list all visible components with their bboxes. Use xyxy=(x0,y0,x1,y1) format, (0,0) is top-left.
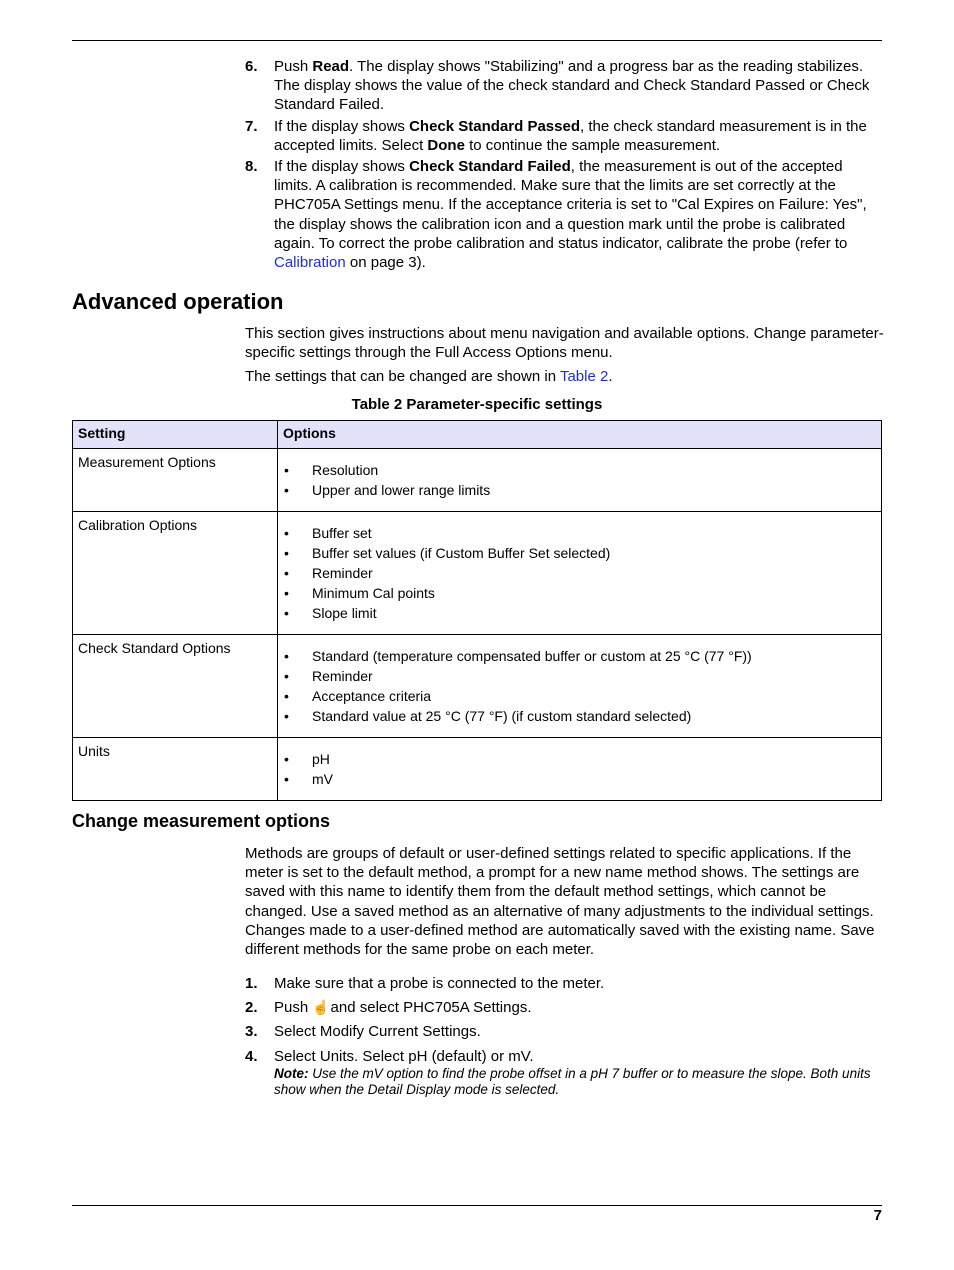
table-row xyxy=(73,635,882,738)
list-item: • Slope limit xyxy=(283,603,876,623)
step-number: 8. xyxy=(245,158,258,176)
setting-cell: Calibration Options xyxy=(73,512,278,635)
table-row xyxy=(73,738,882,801)
step-2: 2. Push ☝ and select PHC705A Settings. xyxy=(245,999,532,1017)
setting-cell: Units xyxy=(73,738,278,801)
note-label: Note: xyxy=(274,1065,309,1081)
calibration-link[interactable]: Calibration xyxy=(274,254,346,272)
list-item: • mV xyxy=(283,769,876,789)
options-list xyxy=(283,517,876,629)
advanced-operation-heading: Advanced operation xyxy=(72,289,284,314)
top-rule xyxy=(72,40,882,41)
step-number: 3. xyxy=(245,1023,258,1041)
list-item: • Minimum Cal points xyxy=(283,583,876,603)
step-8: 8. If the display shows Check Standard Failed, the measurement is out of the accepted limits. A calibration is recommended. Make sure that the limits are set correctly at the PHC705A Settings menu. If the acceptance criteria is set to "Cal Expires on Failure: Yes", the display shows the calibration icon and a question mark until the probe is calibrated again. To correct the probe calibration and status indicator, calibrate the probe (refer to Calibration on page 3). xyxy=(245,158,867,272)
list-item: • pH xyxy=(283,749,876,769)
table-caption: Table 2 Parameter-specific settings xyxy=(351,396,603,413)
list-item: • Buffer set values (if Custom Buffer Set selected) xyxy=(283,543,876,563)
list-item: • Buffer set xyxy=(283,523,876,543)
step-4: 4. Select Units. Select pH (default) or mV. Note: Use the mV option to find the probe offset in a pH 7 buffer or to measure the slope. Both units show when the Detail Display mode is selected. xyxy=(245,1047,885,1099)
header-options: Options xyxy=(278,421,882,449)
note-text: Use the mV option to find the probe offset in a pH 7 buffer or to measure the slope. Both units show when the Detail Display mode is selected. xyxy=(274,1065,871,1098)
menu-hand-icon: ☝ xyxy=(312,999,330,1016)
step-number: 2. xyxy=(245,999,258,1017)
list-item: • Resolution xyxy=(283,460,876,480)
setting-cell: Check Standard Options xyxy=(73,635,278,738)
change-intro: Methods are groups of default or user-defined settings related to specific applications. If the meter is set to the default method, a prompt for a new name method shows. The settings are saved with this name to identify them from the default method settings, which cannot be changed. Use a saved method as an alternative of many adjustments to the individual settings. Changes made to a user-defined method are automatically saved with the existing name. Save different methods for the same probe on each meter. xyxy=(245,845,875,959)
step-3: 3. Select Modify Current Settings. xyxy=(245,1023,481,1041)
advanced-intro: This section gives instructions about menu navigation and available options. Change parameter-specific settings through the Full Access Options menu. xyxy=(245,325,884,362)
step-7: 7. If the display shows Check Standard Passed, the check standard measurement is in the accepted limits. Select Done to continue the sample measurement. xyxy=(245,117,867,154)
table-2-link[interactable]: Table 2 xyxy=(559,368,609,385)
table-row xyxy=(73,449,882,512)
page-number: 7 xyxy=(873,1207,882,1224)
list-item: • Reminder xyxy=(283,666,876,686)
step-number: 6. xyxy=(245,58,258,75)
bold-term: Check Standard Failed xyxy=(409,158,571,176)
note xyxy=(274,1066,885,1099)
list-item: • Standard value at 25 °C (77 °F) (if custom standard selected) xyxy=(283,706,876,726)
options-cell xyxy=(278,635,882,738)
options-list xyxy=(283,743,876,795)
setting-cell: Measurement Options xyxy=(73,449,278,512)
step-number: 1. xyxy=(245,975,258,992)
list-item: • Upper and lower range limits xyxy=(283,480,876,500)
options-list xyxy=(283,454,876,506)
step-number: 4. xyxy=(245,1047,258,1065)
bottom-rule xyxy=(72,1205,882,1206)
bold-term: Check Standard Passed xyxy=(409,117,580,135)
change-steps xyxy=(245,974,885,1101)
options-list xyxy=(283,640,876,732)
list-item: • Standard (temperature compensated buffer or custom at 25 °C (77 °F)) xyxy=(283,646,876,666)
settings-sentence: The settings that can be changed are shown in Table 2. xyxy=(245,368,613,385)
table-row xyxy=(73,512,882,635)
step-1: 1. Make sure that a probe is connected to the meter. xyxy=(245,975,605,992)
bold-term: Done xyxy=(427,136,465,154)
step-6: 6. Push Read. The display shows "Stabilizing" and a progress bar as the reading stabilizes. The display shows the value of the check standard and Check Standard Passed or Check Standard Failed. xyxy=(245,58,870,114)
top-steps xyxy=(245,57,885,274)
list-item: • Acceptance criteria xyxy=(283,686,876,706)
change-measurement-heading: Change measurement options xyxy=(72,811,331,831)
options-cell xyxy=(278,738,882,801)
step-number: 7. xyxy=(245,117,258,135)
parameter-settings-table xyxy=(72,420,882,801)
table-header-row xyxy=(73,421,882,449)
options-cell xyxy=(278,449,882,512)
options-cell xyxy=(278,512,882,635)
header-setting: Setting xyxy=(73,421,278,449)
list-item: • Reminder xyxy=(283,563,876,583)
bold-term: Read xyxy=(312,58,350,75)
